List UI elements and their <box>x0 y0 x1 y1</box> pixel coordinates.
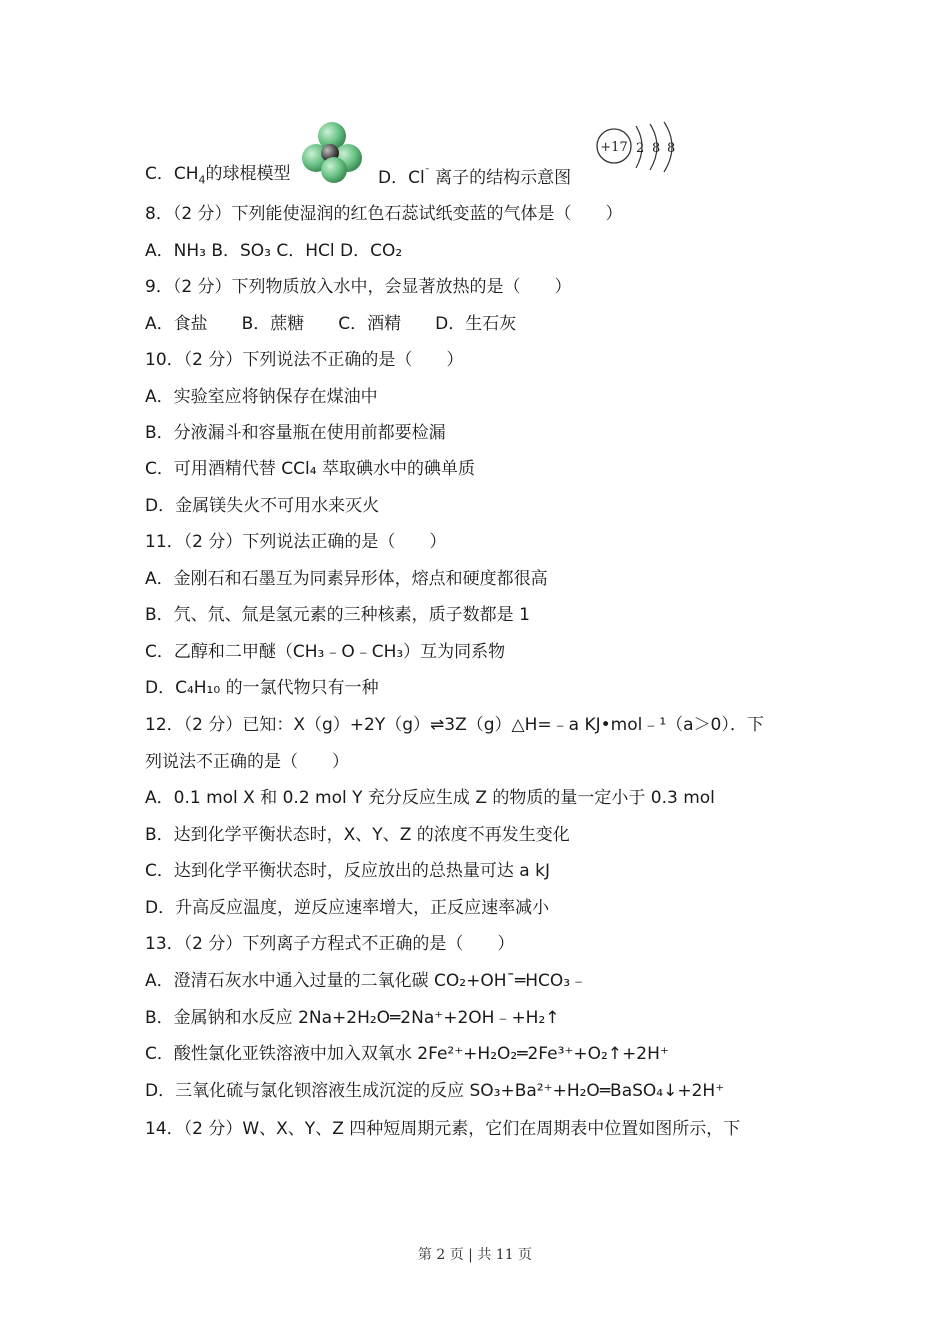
q13-option-b: B．金属钠和水反应 2Na+2H₂O═2Na⁺+2OH﹣+H₂↑ <box>145 1008 560 1028</box>
q10-stem: 10．（2 分）下列说法不正确的是（ ） <box>145 350 464 370</box>
q12-option-d: D．升高反应温度，逆反应速率增大，正反应速率减小 <box>145 898 550 918</box>
q11-option-d: D．C₄H₁₀ 的一氯代物只有一种 <box>145 678 379 698</box>
q7-option-c-label: C．CH <box>145 164 199 184</box>
q12-option-a: A．0.1 mol X 和 0.2 mol Y 充分反应生成 Z 的物质的量一定小于 0.3 mol <box>145 788 715 808</box>
cl-shell-1: 2 <box>636 141 645 156</box>
q8-stem: 8．（2 分）下列能使湿润的红色石蕊试纸变蓝的气体是（ ） <box>145 204 623 224</box>
q12-option-b: B．达到化学平衡状态时，X、Y、Z 的浓度不再发生变化 <box>145 825 570 845</box>
ch4-ball-stick-model-image <box>300 120 364 184</box>
q7-option-d-label: D．Cl <box>378 168 425 188</box>
q11-option-b: B．氕、氘、氚是氢元素的三种核素，质子数都是 1 <box>145 605 530 625</box>
page-footer: 第 2 页 | 共 11 页 <box>417 1247 533 1263</box>
q7-option-c-sub: 4 <box>198 173 206 187</box>
q13-option-d: D．三氧化硫与氯化钡溶液生成沉淀的反应 SO₃+Ba²⁺+H₂O═BaSO₄↓+2H⁺ <box>145 1081 725 1101</box>
q13-stem: 13．（2 分）下列离子方程式不正确的是（ ） <box>145 934 515 954</box>
q10-option-a: A．实验室应将钠保存在煤油中 <box>145 387 378 407</box>
q7-option-c <box>145 162 291 192</box>
q9-stem: 9．（2 分）下列物质放入水中，会显著放热的是（ ） <box>145 277 572 297</box>
q11-stem: 11．（2 分）下列说法正确的是（ ） <box>145 532 447 552</box>
q8-options: A．NH₃ B．SO₃ C．HCl D．CO₂ <box>145 241 403 261</box>
q13-option-a: A．澄清石灰水中通入过量的二氧化碳 CO₂+OH¯═HCO₃﹣ <box>145 971 588 991</box>
q10-option-b: B．分液漏斗和容量瓶在使用前都要检漏 <box>145 423 446 443</box>
q11-option-c: C．乙醇和二甲醚（CH₃﹣O﹣CH₃）互为同系物 <box>145 642 506 662</box>
q10-option-d: D．金属镁失火不可用水来灭火 <box>145 496 380 516</box>
q12-stem-line2: 列说法不正确的是（ ） <box>145 752 349 772</box>
cl-shell-3: 8 <box>667 141 676 156</box>
q7-option-c-rest: 的球棍模型 <box>205 164 291 184</box>
q11-option-a: A．金刚石和石墨互为同素异形体，熔点和硬度都很高 <box>145 569 548 589</box>
q7-option-d-rest: 离子的结构示意图 <box>429 168 572 188</box>
q7-option-d-sup: ¯ <box>424 168 430 179</box>
q12-option-c: C．达到化学平衡状态时，反应放出的总热量可达 a kJ <box>145 861 550 881</box>
q7-option-d <box>378 162 571 190</box>
q14-stem: 14．（2 分）W、X、Y、Z 四种短周期元素，它们在周期表中位置如图所示，下 <box>145 1119 741 1139</box>
cl-ion-structure-diagram <box>594 118 684 180</box>
q13-option-c: C．酸性氯化亚铁溶液中加入双氧水 2Fe²⁺+H₂O₂═2Fe³⁺+O₂↑+2H⁺ <box>145 1044 669 1064</box>
q12-stem-line1: 12．（2 分）已知：X（g）+2Y（g）⇌3Z（g）△H=﹣a KJ•mol﹣¹（a＞0）．下 <box>145 715 764 735</box>
q10-option-c: C．可用酒精代替 CCl₄ 萃取碘水中的碘单质 <box>145 459 475 479</box>
cl-shell-2: 8 <box>652 141 661 156</box>
q9-options: A．食盐 B．蔗糖 C．酒精 D．生石灰 <box>145 314 517 334</box>
cl-nucleus-label: +17 <box>600 140 628 155</box>
